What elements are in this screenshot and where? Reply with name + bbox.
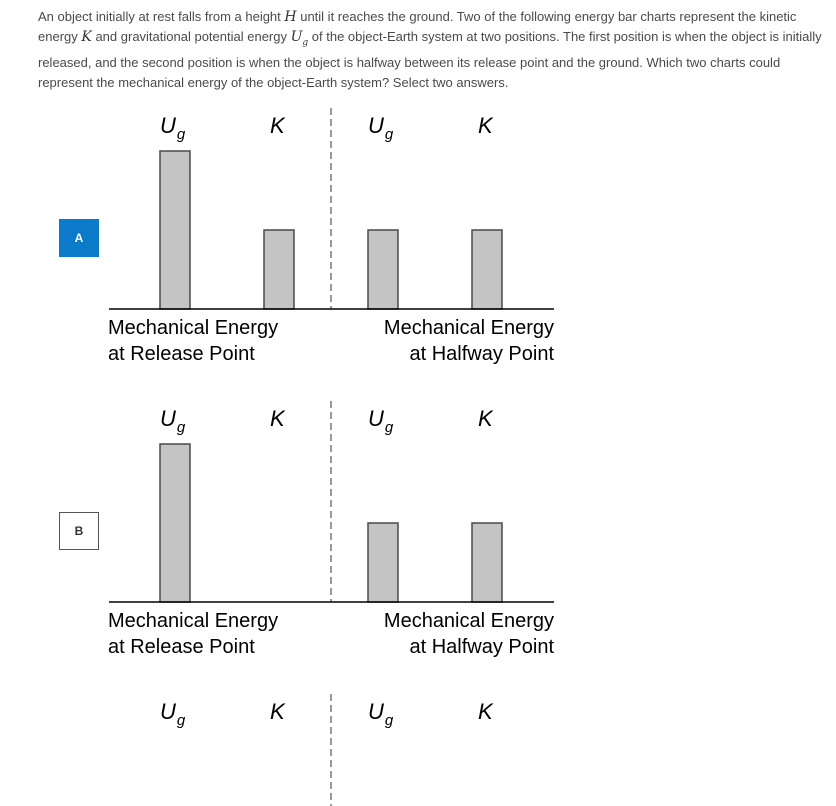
potential-symbol: $U_g$ <box>290 29 309 48</box>
option-a-badge[interactable]: A <box>59 219 99 257</box>
option-a-release-caption-2: at Release Point <box>108 343 255 365</box>
option-b-label-k-1: K <box>270 406 285 431</box>
option-b-halfway-caption-1: Mechanical Energy <box>383 610 554 632</box>
option-b-label-ug-2: $U_g$ <box>368 406 394 436</box>
option-c-label-k-3: K <box>478 699 493 724</box>
question-text: An object initially at rest falls from a height H until it reaches the ground. Two of the following energy bar charts represent the kinetic energy K and gravitational potential energy $U_g$ of the object-Earth system at two positions. The first position is when the object is initially released, and the second position is when the object is halfway between its release point and the ground. Which two charts could represent the mechanical energy of the object-Earth system? Select two answers. <box>38 9 822 90</box>
option-b-release-caption-1: Mechanical Energy <box>108 610 279 632</box>
option-a-label-ug-2: $U_g$ <box>368 113 394 143</box>
option-c-label-ug-0: $U_g$ <box>160 699 186 729</box>
option-b-label-ug-0: $U_g$ <box>160 406 186 436</box>
option-a-halfway-caption-2: at Halfway Point <box>409 343 554 365</box>
option-a-release-caption-1: Mechanical Energy <box>108 317 279 339</box>
option-c-label-ug-2: $U_g$ <box>368 699 394 729</box>
kinetic-symbol: K <box>81 29 92 45</box>
option-b-badge[interactable]: B <box>59 512 99 550</box>
option-b-release-caption-2: at Release Point <box>108 636 255 658</box>
option-a-label-k-1: K <box>270 113 285 138</box>
height-symbol: H <box>284 9 297 25</box>
option-b-halfway-caption-2: at Halfway Point <box>409 636 554 658</box>
option-a-label-ug-0: $U_g$ <box>160 113 186 143</box>
option-b-label-k-3: K <box>478 406 493 431</box>
option-a-halfway-caption-1: Mechanical Energy <box>383 317 554 339</box>
option-c-label-k-1: K <box>270 699 285 724</box>
option-a-label-k-3: K <box>478 113 493 138</box>
